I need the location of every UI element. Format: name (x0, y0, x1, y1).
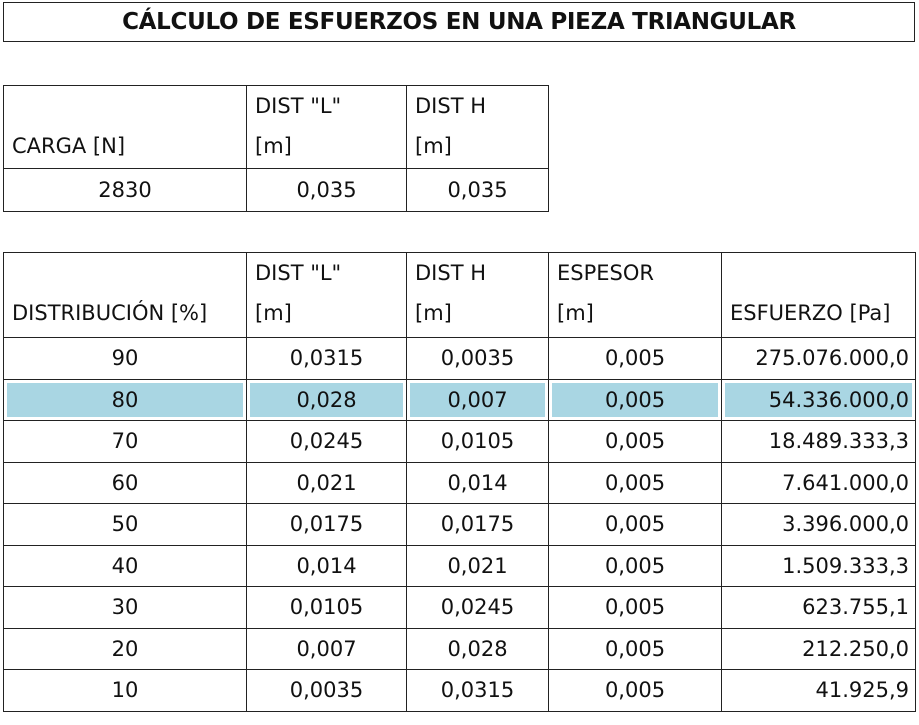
distribucion-cell[interactable]: 30 (4, 587, 247, 629)
header-line2: [m] (255, 301, 292, 325)
header-line2: [m] (557, 301, 594, 325)
header-line1: DIST "L" (255, 94, 342, 118)
input-table-value-row (4, 169, 549, 212)
dist-l-cell[interactable]: 0,0175 (247, 504, 407, 546)
espesor-cell[interactable]: 0,005 (549, 462, 722, 504)
dist-l-cell[interactable]: 0,0035 (247, 670, 407, 712)
dist-h-cell[interactable]: 0,0175 (407, 504, 549, 546)
distribucion-cell[interactable]: 60 (4, 462, 247, 504)
distribucion-cell[interactable]: 90 (4, 338, 247, 380)
dist-h-cell[interactable]: 0,0105 (407, 421, 549, 463)
results-table-header-row (4, 253, 916, 338)
dist-l-cell[interactable]: 0,0315 (247, 338, 407, 380)
table-row (4, 462, 916, 504)
header-line1: ESPESOR (557, 261, 654, 285)
table-row (4, 504, 916, 546)
header-line1 (12, 253, 238, 293)
distribucion-cell[interactable]: 40 (4, 545, 247, 587)
espesor-cell[interactable]: 0,005 (549, 504, 722, 546)
page-title: CÁLCULO DE ESFUERZOS EN UNA PIEZA TRIANGULAR (3, 2, 915, 42)
espesor-cell[interactable]: 0,005 (549, 670, 722, 712)
input-table-header-row (4, 86, 549, 169)
distribucion-cell[interactable]: 50 (4, 504, 247, 546)
espesor-cell[interactable]: 0,005 (549, 379, 722, 421)
header-carga[interactable] (4, 86, 247, 169)
esfuerzo-cell[interactable]: 18.489.333,3 (722, 421, 916, 463)
espesor-cell[interactable]: 0,005 (549, 587, 722, 629)
dist-h-cell[interactable]: 0,0315 (407, 670, 549, 712)
dist-l-cell[interactable]: 0,021 (247, 462, 407, 504)
header-line2: DISTRIBUCIÓN [%] (12, 301, 208, 325)
carga-value-cell[interactable]: 2830 (4, 169, 247, 212)
distribucion-cell[interactable]: 80 (4, 379, 247, 421)
espesor-cell[interactable]: 0,005 (549, 628, 722, 670)
header-dist-h[interactable] (407, 253, 549, 338)
dist-h-cell[interactable]: 0,021 (407, 545, 549, 587)
distribucion-cell[interactable]: 70 (4, 421, 247, 463)
header-line1: DIST "L" (255, 261, 342, 285)
header-line1: DIST H (415, 94, 486, 118)
dist-h-cell[interactable]: 0,0035 (407, 338, 549, 380)
table-row (4, 587, 916, 629)
header-line1 (12, 86, 238, 126)
header-dist-h[interactable] (407, 86, 549, 169)
table-row (4, 338, 916, 380)
table-row (4, 421, 916, 463)
dist-h-cell[interactable]: 0,014 (407, 462, 549, 504)
esfuerzo-cell[interactable]: 1.509.333,3 (722, 545, 916, 587)
dist-l-cell[interactable]: 0,0245 (247, 421, 407, 463)
dist-h-cell[interactable]: 0,0245 (407, 587, 549, 629)
esfuerzo-cell[interactable]: 3.396.000,0 (722, 504, 916, 546)
dist-l-cell[interactable]: 0,028 (247, 379, 407, 421)
distribucion-cell[interactable]: 20 (4, 628, 247, 670)
header-line2: [m] (415, 134, 452, 158)
espesor-cell[interactable]: 0,005 (549, 421, 722, 463)
header-distribucion[interactable] (4, 253, 247, 338)
dist-h-cell[interactable]: 0,028 (407, 628, 549, 670)
table-row (4, 628, 916, 670)
dist-l-value-cell[interactable]: 0,035 (247, 169, 407, 212)
results-table (3, 252, 916, 712)
esfuerzo-cell[interactable]: 623.755,1 (722, 587, 916, 629)
input-table (3, 85, 549, 212)
espesor-cell[interactable]: 0,005 (549, 338, 722, 380)
header-esfuerzo[interactable] (722, 253, 916, 338)
header-line1: DIST H (415, 261, 486, 285)
esfuerzo-cell[interactable]: 212.250,0 (722, 628, 916, 670)
dist-h-value-cell[interactable]: 0,035 (407, 169, 549, 212)
esfuerzo-cell[interactable]: 41.925,9 (722, 670, 916, 712)
esfuerzo-cell[interactable]: 7.641.000,0 (722, 462, 916, 504)
espesor-cell[interactable]: 0,005 (549, 545, 722, 587)
table-row (4, 379, 916, 421)
header-dist-l[interactable] (247, 86, 407, 169)
header-line2: [m] (255, 134, 292, 158)
table-row (4, 545, 916, 587)
table-row (4, 670, 916, 712)
dist-l-cell[interactable]: 0,007 (247, 628, 407, 670)
esfuerzo-cell[interactable]: 275.076.000,0 (722, 338, 916, 380)
header-line2: ESFUERZO [Pa] (730, 301, 891, 325)
header-dist-l[interactable] (247, 253, 407, 338)
dist-h-cell[interactable]: 0,007 (407, 379, 549, 421)
dist-l-cell[interactable]: 0,0105 (247, 587, 407, 629)
header-line2: [m] (415, 301, 452, 325)
header-line1 (730, 253, 907, 293)
header-line2: CARGA [N] (12, 134, 126, 158)
dist-l-cell[interactable]: 0,014 (247, 545, 407, 587)
distribucion-cell[interactable]: 10 (4, 670, 247, 712)
header-espesor[interactable] (549, 253, 722, 338)
esfuerzo-cell[interactable]: 54.336.000,0 (722, 379, 916, 421)
